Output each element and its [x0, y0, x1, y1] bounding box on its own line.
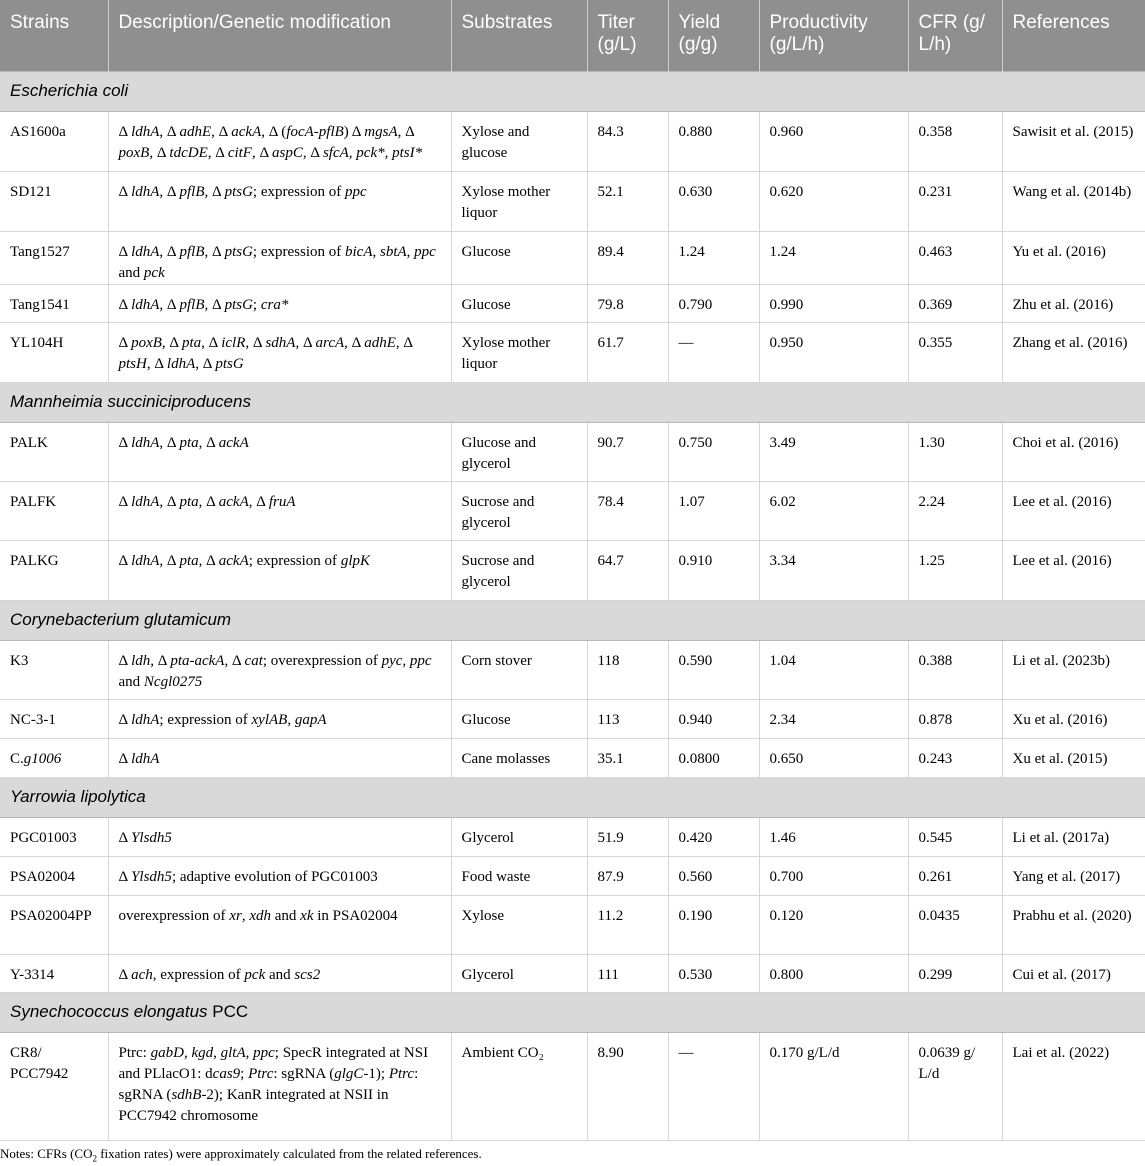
table-notes: Notes: CFRs ($CO_2$ fixation rates) were approximately calculated from the related references.	[0, 1146, 482, 1164]
cell-strain: PALKG	[0, 540, 108, 600]
cell-description: overexpression of xr, xdh and xk in PSA02004	[108, 895, 451, 954]
cell-productivity: 0.990	[759, 284, 908, 322]
cell-productivity: 0.960	[759, 111, 908, 171]
cell-productivity: 0.800	[759, 954, 908, 992]
cell-productivity: 0.950	[759, 322, 908, 382]
cell-cfr: 1.25	[908, 540, 1002, 600]
cell-yield: 0.630	[668, 171, 759, 231]
table-header	[0, 0, 1145, 71]
group-row	[0, 992, 1145, 1032]
cell-cfr: 0.369	[908, 284, 1002, 322]
cell-description: Δ ach, expression of pck and scs2	[108, 954, 451, 992]
cell-cfr: 0.355	[908, 322, 1002, 382]
cell-reference: Li et al. (2023b)	[1002, 640, 1145, 699]
cell-productivity: 3.49	[759, 422, 908, 481]
cell-strain: AS1600a	[0, 111, 108, 171]
table-row	[0, 322, 1145, 382]
table-row	[0, 231, 1145, 284]
cell-substrates: Corn stover	[451, 640, 587, 699]
cell-description: Ptrc: gabD, kgd, gltA, ppc; SpecR integrated at NSI and PLlacO1: dcas9; Ptrc: sgRNA (glgC-1); Ptrc: sgRNA (sdhB-2); KanR integrated at NSII in PCC7942 chromosome	[108, 1032, 451, 1140]
cell-strain: K3	[0, 640, 108, 699]
cell-substrates: Xylose and glucose	[451, 111, 587, 171]
cell-strain: Y-3314	[0, 954, 108, 992]
cell-yield: 0.790	[668, 284, 759, 322]
group-row	[0, 71, 1145, 111]
cell-yield: 0.750	[668, 422, 759, 481]
table-row	[0, 738, 1145, 777]
cell-reference: Lee et al. (2016)	[1002, 540, 1145, 600]
cell-strain: YL104H	[0, 322, 108, 382]
cell-titer: 84.3	[587, 111, 668, 171]
cell-description: Δ ldhA, Δ pta, Δ ackA; expression of glpK	[108, 540, 451, 600]
cell-cfr: 0.0435	[908, 895, 1002, 954]
cell-titer: 79.8	[587, 284, 668, 322]
cell-yield: 0.560	[668, 856, 759, 895]
cell-substrates: Glucose	[451, 699, 587, 738]
cell-substrates: Cane molasses	[451, 738, 587, 777]
cell-description: Δ ldhA	[108, 738, 451, 777]
group-row	[0, 600, 1145, 640]
cell-description: Δ ldhA, Δ pta, Δ ackA, Δ fruA	[108, 481, 451, 540]
cell-description: Δ Ylsdh5; adaptive evolution of PGC01003	[108, 856, 451, 895]
cell-description: Δ Ylsdh5	[108, 817, 451, 856]
cell-productivity: 0.120	[759, 895, 908, 954]
cell-titer: 118	[587, 640, 668, 699]
cell-strain: SD121	[0, 171, 108, 231]
cell-titer: 78.4	[587, 481, 668, 540]
cell-reference: Lai et al. (2022)	[1002, 1032, 1145, 1140]
cell-titer: 61.7	[587, 322, 668, 382]
cell-strain: NC-3-1	[0, 699, 108, 738]
table-row	[0, 954, 1145, 992]
cell-strain: C.g1006	[0, 738, 108, 777]
cell-substrates: Xylose	[451, 895, 587, 954]
cell-substrates: Xylose mother liquor	[451, 322, 587, 382]
cell-cfr: 0.463	[908, 231, 1002, 284]
table-body	[0, 71, 1145, 1140]
cell-productivity: 0.620	[759, 171, 908, 231]
cell-yield: 0.940	[668, 699, 759, 738]
cell-reference: Choi et al. (2016)	[1002, 422, 1145, 481]
cell-yield: 0.420	[668, 817, 759, 856]
table-row	[0, 856, 1145, 895]
cell-strain: PSA02004PP	[0, 895, 108, 954]
cell-description: Δ ldhA, Δ pflB, Δ ptsG; expression of bicA, sbtA, ppc and pck	[108, 231, 451, 284]
cell-yield: 0.190	[668, 895, 759, 954]
cell-cfr: 1.30	[908, 422, 1002, 481]
cell-titer: 64.7	[587, 540, 668, 600]
table-row	[0, 817, 1145, 856]
cell-reference: Prabhu et al. (2020)	[1002, 895, 1145, 954]
cell-yield: 0.530	[668, 954, 759, 992]
group-label: Synechococcus elongatus PCC	[0, 992, 1145, 1032]
group-label: Mannheimia succiniciproducens	[0, 382, 1145, 422]
table-row	[0, 699, 1145, 738]
cell-substrates: Glucose	[451, 231, 587, 284]
cell-strain: PALFK	[0, 481, 108, 540]
cell-cfr: 0.261	[908, 856, 1002, 895]
cell-cfr: 0.545	[908, 817, 1002, 856]
cell-cfr: 0.0639 g/ L/d	[908, 1032, 1002, 1140]
cell-strain: Tang1541	[0, 284, 108, 322]
cell-reference: Cui et al. (2017)	[1002, 954, 1145, 992]
cell-cfr: 0.878	[908, 699, 1002, 738]
header-titer: Titer (g/L)	[587, 0, 668, 71]
group-label: Corynebacterium glutamicum	[0, 600, 1145, 640]
table-row	[0, 540, 1145, 600]
cell-yield: 0.590	[668, 640, 759, 699]
cell-reference: Yu et al. (2016)	[1002, 231, 1145, 284]
header-strains: Strains	[0, 0, 108, 71]
table-row	[0, 422, 1145, 481]
cell-substrates: Sucrose and glycerol	[451, 540, 587, 600]
cell-titer: 51.9	[587, 817, 668, 856]
cell-substrates: Glycerol	[451, 817, 587, 856]
cell-yield: 1.24	[668, 231, 759, 284]
cell-productivity: 6.02	[759, 481, 908, 540]
cell-cfr: 0.231	[908, 171, 1002, 231]
cell-description: Δ ldhA; expression of xylAB, gapA	[108, 699, 451, 738]
table-row	[0, 1032, 1145, 1140]
cell-description: Δ ldh, Δ pta-ackA, Δ cat; overexpression of pyc, ppc and Ncgl0275	[108, 640, 451, 699]
cell-productivity: 1.04	[759, 640, 908, 699]
cell-yield: —	[668, 1032, 759, 1140]
cell-strain: CR8/ PCC7942	[0, 1032, 108, 1140]
cell-reference: Yang et al. (2017)	[1002, 856, 1145, 895]
header-references: References	[1002, 0, 1145, 71]
group-label: Yarrowia lipolytica	[0, 777, 1145, 817]
cell-titer: 52.1	[587, 171, 668, 231]
cell-substrates: Ambient CO₂	[451, 1032, 587, 1140]
cell-productivity: 0.170 g/L/d	[759, 1032, 908, 1140]
table-row	[0, 284, 1145, 322]
cell-titer: 35.1	[587, 738, 668, 777]
cell-description: Δ poxB, Δ pta, Δ iclR, Δ sdhA, Δ arcA, Δ adhE, Δ ptsH, Δ ldhA, Δ ptsG	[108, 322, 451, 382]
cell-substrates: Glycerol	[451, 954, 587, 992]
cell-reference: Xu et al. (2016)	[1002, 699, 1145, 738]
cell-titer: 87.9	[587, 856, 668, 895]
cell-reference: Li et al. (2017a)	[1002, 817, 1145, 856]
cell-reference: Lee et al. (2016)	[1002, 481, 1145, 540]
cell-reference: Sawisit et al. (2015)	[1002, 111, 1145, 171]
cell-productivity: 1.46	[759, 817, 908, 856]
cell-description: Δ ldhA, Δ pflB, Δ ptsG; cra*	[108, 284, 451, 322]
cell-substrates: Sucrose and glycerol	[451, 481, 587, 540]
cell-titer: 111	[587, 954, 668, 992]
cell-titer: 113	[587, 699, 668, 738]
cell-strain: PGC01003	[0, 817, 108, 856]
cell-cfr: 0.243	[908, 738, 1002, 777]
cell-yield: 1.07	[668, 481, 759, 540]
cell-productivity: 1.24	[759, 231, 908, 284]
table-row	[0, 481, 1145, 540]
cell-cfr: 0.358	[908, 111, 1002, 171]
cell-productivity: 3.34	[759, 540, 908, 600]
header-yield: Yield (g/g)	[668, 0, 759, 71]
cell-productivity: 0.650	[759, 738, 908, 777]
cell-description: Δ ldhA, Δ adhE, Δ ackA, Δ (focA-pflB) Δ mgsA, Δ poxB, Δ tdcDE, Δ citF, Δ aspC, Δ sfcA, pck*, ptsI*	[108, 111, 451, 171]
cell-titer: 8.90	[587, 1032, 668, 1140]
table-row	[0, 171, 1145, 231]
cell-yield: 0.880	[668, 111, 759, 171]
cell-productivity: 2.34	[759, 699, 908, 738]
header-description: Description/Genetic modification	[108, 0, 451, 71]
cell-substrates: Glucose and glycerol	[451, 422, 587, 481]
header-substrates: Substrates	[451, 0, 587, 71]
cell-titer: 90.7	[587, 422, 668, 481]
cell-substrates: Xylose mother liquor	[451, 171, 587, 231]
cell-yield: 0.910	[668, 540, 759, 600]
cell-reference: Zhang et al. (2016)	[1002, 322, 1145, 382]
cell-productivity: 0.700	[759, 856, 908, 895]
cell-yield: 0.0800	[668, 738, 759, 777]
table-row	[0, 640, 1145, 699]
cell-description: Δ ldhA, Δ pflB, Δ ptsG; expression of ppc	[108, 171, 451, 231]
cell-reference: Zhu et al. (2016)	[1002, 284, 1145, 322]
cell-titer: 11.2	[587, 895, 668, 954]
header-cfr: CFR (g/ L/h)	[908, 0, 1002, 71]
cell-reference: Wang et al. (2014b)	[1002, 171, 1145, 231]
table-row	[0, 111, 1145, 171]
group-row	[0, 382, 1145, 422]
cell-substrates: Glucose	[451, 284, 587, 322]
cell-titer: 89.4	[587, 231, 668, 284]
header-productivity: Productivity (g/L/h)	[759, 0, 908, 71]
table-row	[0, 895, 1145, 954]
cell-cfr: 2.24	[908, 481, 1002, 540]
group-row	[0, 777, 1145, 817]
cell-cfr: 0.388	[908, 640, 1002, 699]
cell-strain: PALK	[0, 422, 108, 481]
cell-description: Δ ldhA, Δ pta, Δ ackA	[108, 422, 451, 481]
group-label: Escherichia coli	[0, 71, 1145, 111]
cell-strain: PSA02004	[0, 856, 108, 895]
cell-substrates: Food waste	[451, 856, 587, 895]
cell-yield: —	[668, 322, 759, 382]
cell-strain: Tang1527	[0, 231, 108, 284]
cell-cfr: 0.299	[908, 954, 1002, 992]
cell-reference: Xu et al. (2015)	[1002, 738, 1145, 777]
